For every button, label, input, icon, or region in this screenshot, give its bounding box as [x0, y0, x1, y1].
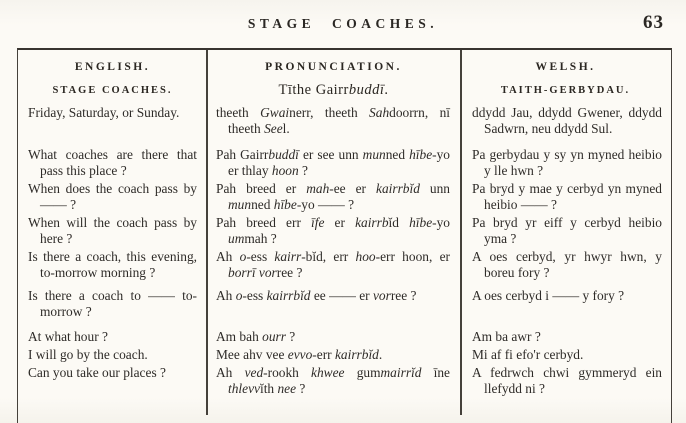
column-divider [206, 50, 208, 415]
column-header-english: ENGLISH. [74, 61, 151, 73]
intro-welsh: ddydd Jau, ddydd Gwener, ddydd Sadwrn, neu ddydd Sul. [472, 105, 662, 136]
running-title: STAGE COACHES. [247, 16, 439, 31]
phrase-pronunciation: Am bah ourr ? [216, 329, 296, 344]
phrase-pronunciation: Ah o-ess kairrbĭd ee —— er vorree ? [216, 288, 417, 303]
phrase-pronunciation: Ah ved-rookh khwee gummairrĭd īne thlevvĭth nee ? [216, 365, 450, 396]
phrase-english: When does the coach pass by —— ? [28, 181, 197, 212]
phrase-welsh: Pa bryd yr eiff y cerbyd heibio yma ? [472, 215, 662, 246]
phrase-welsh: A oes cerbyd i —— y fory ? [472, 288, 625, 303]
section-title-welsh: TAITH-GERBYDAU. [500, 85, 631, 96]
phrase-english: What coaches are there that pass this place ? [28, 147, 197, 178]
section-title-pronunciation: Tīthe Gairrbuddī. [278, 82, 389, 98]
phrase-welsh: A oes cerbyd, yr hwyr hwn, y boreu fory ? [472, 249, 662, 280]
phrase-english: When will the coach pass by here ? [28, 215, 197, 246]
phrase-grid [18, 50, 671, 399]
phrase-english: Is there a coach, this evening, to-morrow morning ? [28, 249, 197, 280]
column-header-pronunciation: PRONUNCIATION. [265, 61, 402, 73]
phrase-welsh: Pa bryd y mae y cerbyd yn myned heibio —— ? [472, 181, 662, 212]
phrase-pronunciation: Pah breed er mah-ee er kairrbĭd unn munned hībe-yo —— ? [216, 181, 450, 212]
phrase-table [17, 48, 672, 423]
column-header-welsh: WELSH. [535, 61, 596, 73]
phrase-english: At what hour ? [28, 329, 108, 344]
section-title-english: STAGE COACHES. [52, 85, 173, 96]
column-divider [460, 50, 462, 415]
phrase-welsh: Am ba awr ? [472, 329, 541, 344]
phrase-welsh: A fedrwch chwi gymmeryd ein llefydd ni ? [472, 365, 662, 396]
phrase-welsh: Pa gerbydau y sy yn myned heibio y lle hwn ? [472, 147, 662, 178]
phrase-pronunciation: Ah o-ess kairr-bĭd, err hoo-err hoon, er borrī vorree ? [216, 249, 450, 280]
page-header [0, 12, 686, 38]
phrase-english: Is there a coach to —— to-morrow ? [28, 288, 197, 319]
page-number: 63 [643, 12, 664, 33]
phrase-pronunciation: Pah Gairrbuddī er see unn munned hībe-yo er thlay hoon ? [216, 147, 451, 178]
phrase-pronunciation: Mee ahv vee evvo-err kairrbĭd. [216, 347, 383, 362]
phrase-english: Can you take our places ? [28, 365, 166, 380]
phrase-pronunciation: Pah breed err īfe er kairrbĭd hībe-yo ummah ? [216, 215, 450, 246]
phrase-welsh: Mi af fi efo'r cerbyd. [472, 347, 584, 362]
intro-english: Friday, Saturday, or Sunday. [28, 105, 180, 120]
intro-pronunciation: theeth Gwainerr, theeth Sahdoorrn, nī theeth Seel. [216, 105, 450, 136]
phrase-english: I will go by the coach. [28, 347, 148, 362]
